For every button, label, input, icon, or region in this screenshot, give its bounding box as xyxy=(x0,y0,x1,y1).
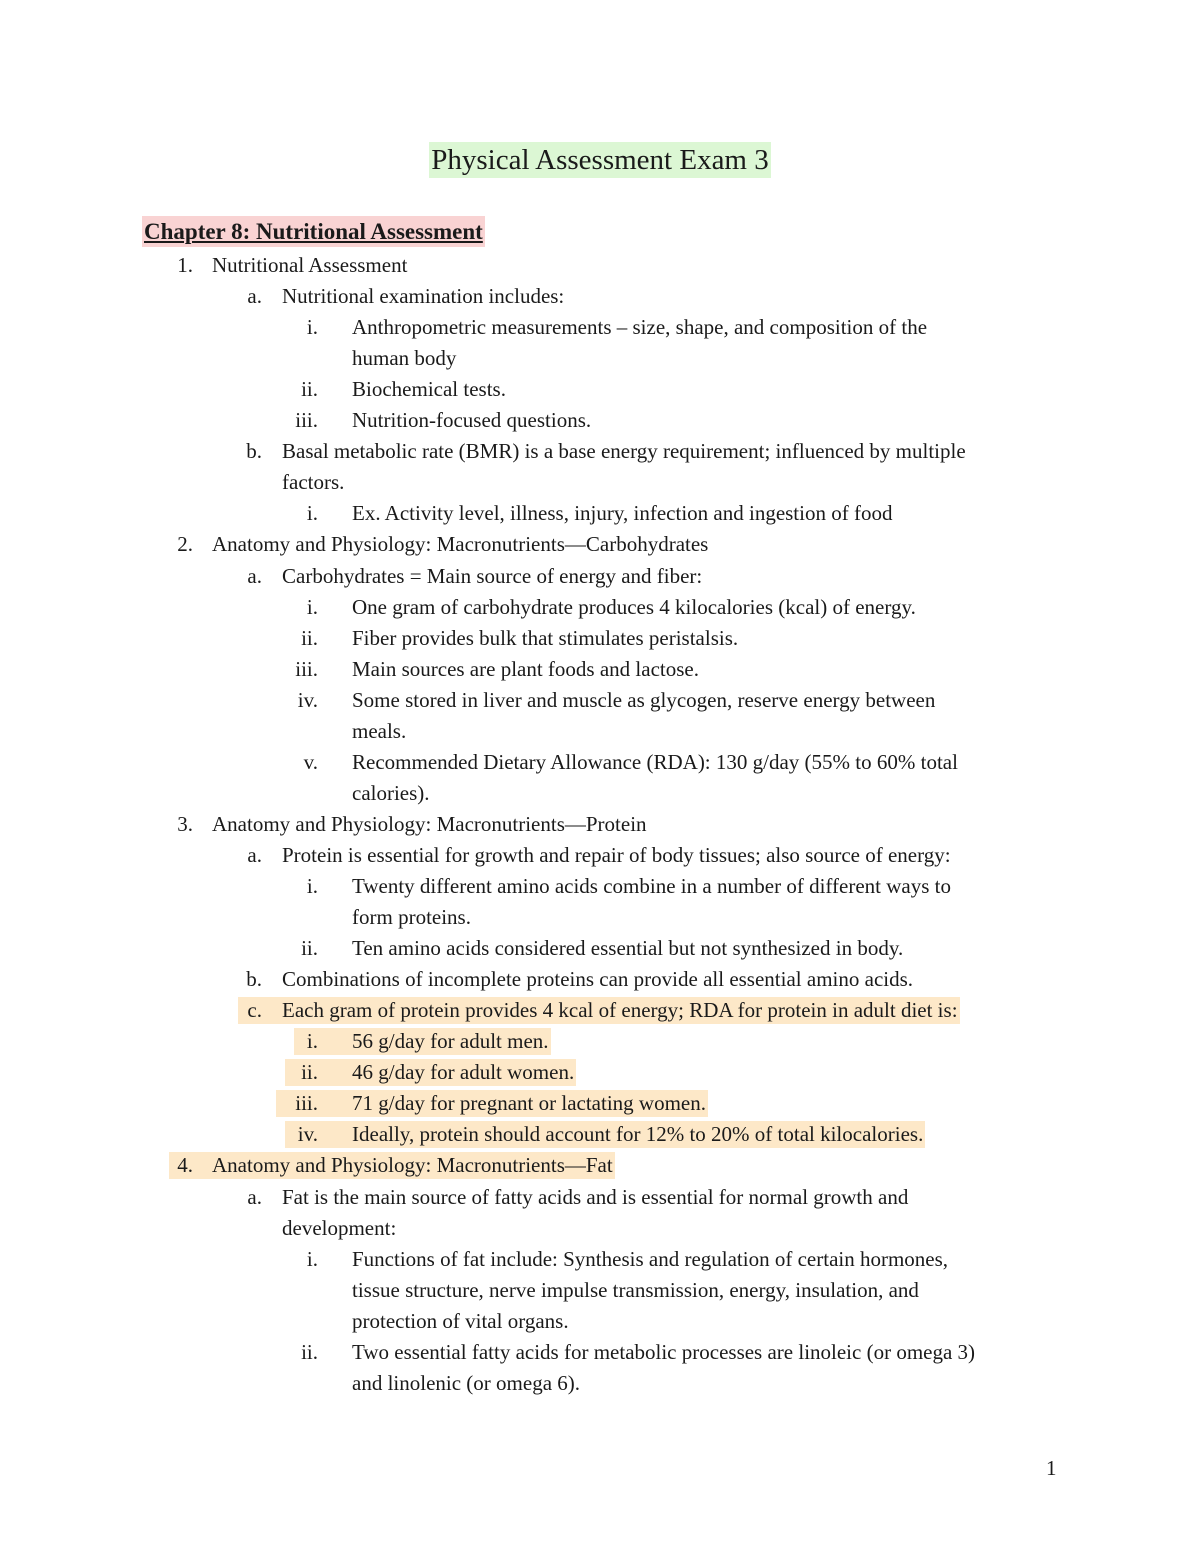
outline-marker: iii. xyxy=(295,1091,318,1116)
outline-item xyxy=(0,561,1200,592)
outline-marker: 3. xyxy=(177,811,193,836)
outline-text: Combinations of incomplete proteins can provide all essential amino acids. xyxy=(282,967,914,992)
outline-item xyxy=(0,498,1200,529)
outline-text: 71 g/day for pregnant or lactating women. xyxy=(352,1091,706,1116)
outline-marker: 4. xyxy=(177,1153,193,1178)
outline-marker: iv. xyxy=(297,1122,318,1147)
outline-text: Twenty different amino acids combine in a number of different ways to xyxy=(352,874,951,898)
chapter-heading: Chapter 8: Nutritional Assessment xyxy=(142,216,485,247)
outline-item xyxy=(0,1368,1200,1399)
outline-item xyxy=(0,995,1200,1026)
outline-marker: a. xyxy=(247,284,262,309)
outline-text: Fiber provides bulk that stimulates peristalsis. xyxy=(352,625,739,650)
outline-item xyxy=(0,1057,1200,1088)
outline-text: Nutritional examination includes: xyxy=(282,284,565,309)
outline-item xyxy=(0,1213,1200,1244)
outline-marker: ii. xyxy=(301,936,318,961)
outline-text: Nutritional Assessment xyxy=(212,253,408,277)
outline-text: One gram of carbohydrate produces 4 kilocalories (kcal) of energy. xyxy=(352,594,916,619)
outline-item xyxy=(0,778,1200,809)
outline-text: Protein is essential for growth and repair of body tissues; also source of energy: xyxy=(282,842,951,867)
outline-text: factors. xyxy=(282,470,345,495)
document-title: Physical Assessment Exam 3 xyxy=(431,144,769,176)
outline-text: 46 g/day for adult women. xyxy=(352,1060,575,1085)
outline-item xyxy=(0,281,1200,312)
outline-text: Anatomy and Physiology: Macronutrients—Fat xyxy=(212,1153,613,1178)
outline-text: Ten amino acids considered essential but not synthesized in body. xyxy=(352,936,904,961)
outline-item xyxy=(0,809,1200,840)
outline-text: Anatomy and Physiology: Macronutrients—Protein xyxy=(212,811,647,836)
outline-marker: 2. xyxy=(177,532,193,557)
outline-item xyxy=(0,747,1200,778)
outline-marker: iii. xyxy=(295,408,318,433)
outline-item xyxy=(0,467,1200,498)
outline-item xyxy=(0,1026,1200,1057)
outline-marker: b. xyxy=(246,439,262,464)
outline-item xyxy=(0,374,1200,405)
outline-marker: iii. xyxy=(295,656,318,681)
outline-item xyxy=(0,623,1200,654)
outline-marker: ii. xyxy=(301,1060,318,1085)
outline-text: Recommended Dietary Allowance (RDA): 130 g/day (55% to 60% total xyxy=(352,749,958,774)
outline-item xyxy=(0,685,1200,716)
outline-text: Some stored in liver and muscle as glycogen, reserve energy between xyxy=(352,687,936,712)
outline-item xyxy=(0,1119,1200,1150)
outline-text: calories). xyxy=(352,780,430,805)
outline-text: protection of vital organs. xyxy=(352,1308,569,1333)
outline-marker: ii. xyxy=(301,377,318,402)
outline-text: Each gram of protein provides 4 kcal of energy; RDA for protein in adult diet is: xyxy=(282,998,958,1023)
outline-item xyxy=(0,1088,1200,1119)
title-container xyxy=(0,142,1200,178)
outline-text: tissue structure, nerve impulse transmission, energy, insulation, and xyxy=(352,1277,919,1302)
outline-item xyxy=(0,871,1200,902)
outline-marker: i. xyxy=(306,594,318,619)
outline-marker: 1. xyxy=(177,253,193,277)
outline-text: human body xyxy=(352,346,457,371)
outline-text: Ideally, protein should account for 12% to 20% of total kilocalories. xyxy=(352,1122,924,1147)
outline-marker: ii. xyxy=(301,625,318,650)
outline-marker: a. xyxy=(247,1184,262,1209)
outline-item xyxy=(0,654,1200,685)
outline-marker: i. xyxy=(306,1029,318,1054)
outline-text: Anthropometric measurements – size, shape, and composition of the xyxy=(352,315,928,340)
outline-text: Biochemical tests. xyxy=(352,377,506,402)
outline-text: Functions of fat include: Synthesis and regulation of certain hormones, xyxy=(352,1246,949,1271)
outline-item xyxy=(0,964,1200,995)
outline-text: development: xyxy=(282,1215,397,1240)
outline-text: Main sources are plant foods and lactose. xyxy=(352,656,699,681)
outline-item xyxy=(0,1150,1200,1181)
outline-text: Carbohydrates = Main source of energy and fiber: xyxy=(282,563,703,588)
outline-marker: a. xyxy=(247,563,262,588)
outline-text: Anatomy and Physiology: Macronutrients—Carbohydrates xyxy=(212,532,709,557)
outline-item xyxy=(0,436,1200,467)
outline-item xyxy=(0,840,1200,871)
outline-marker: c. xyxy=(247,998,262,1023)
outline-text: Fat is the main source of fatty acids and is essential for normal growth and xyxy=(282,1184,909,1209)
outline-item xyxy=(0,1337,1200,1368)
outline-item xyxy=(0,716,1200,747)
outline-marker: a. xyxy=(247,842,262,867)
outline-marker: i. xyxy=(306,501,318,526)
outline-text: Nutrition-focused questions. xyxy=(352,408,592,433)
outline-item xyxy=(0,343,1200,374)
outline-marker: i. xyxy=(306,315,318,340)
outline-marker: ii. xyxy=(301,1339,318,1364)
outline-item xyxy=(0,250,1200,281)
page-number: 1 xyxy=(1046,1456,1057,1480)
outline-text: and linolenic (or omega 6). xyxy=(352,1370,581,1395)
outline-text: Two essential fatty acids for metabolic processes are linoleic (or omega 3) xyxy=(352,1339,976,1364)
outline-item xyxy=(0,312,1200,343)
outline-item xyxy=(0,1244,1200,1275)
outline-text: form proteins. xyxy=(352,905,471,930)
outline-item xyxy=(0,1275,1200,1306)
outline-text: meals. xyxy=(352,718,407,743)
outline-text: Ex. Activity level, illness, injury, infection and ingestion of food xyxy=(352,501,893,526)
outline-item xyxy=(0,1306,1200,1337)
outline-item xyxy=(0,592,1200,623)
outline-text: 56 g/day for adult men. xyxy=(352,1029,549,1054)
outline-marker: i. xyxy=(306,874,318,898)
outline-item xyxy=(0,933,1200,964)
outline-item xyxy=(0,902,1200,933)
outline-marker: i. xyxy=(306,1246,318,1271)
outline-item xyxy=(0,1182,1200,1213)
outline-item xyxy=(0,405,1200,436)
outline-item xyxy=(0,529,1200,560)
outline-marker: b. xyxy=(246,967,262,992)
outline-marker: iv. xyxy=(297,687,318,712)
outline-marker: v. xyxy=(303,749,318,774)
outline-text: Basal metabolic rate (BMR) is a base energy requirement; influenced by multiple xyxy=(282,439,966,464)
